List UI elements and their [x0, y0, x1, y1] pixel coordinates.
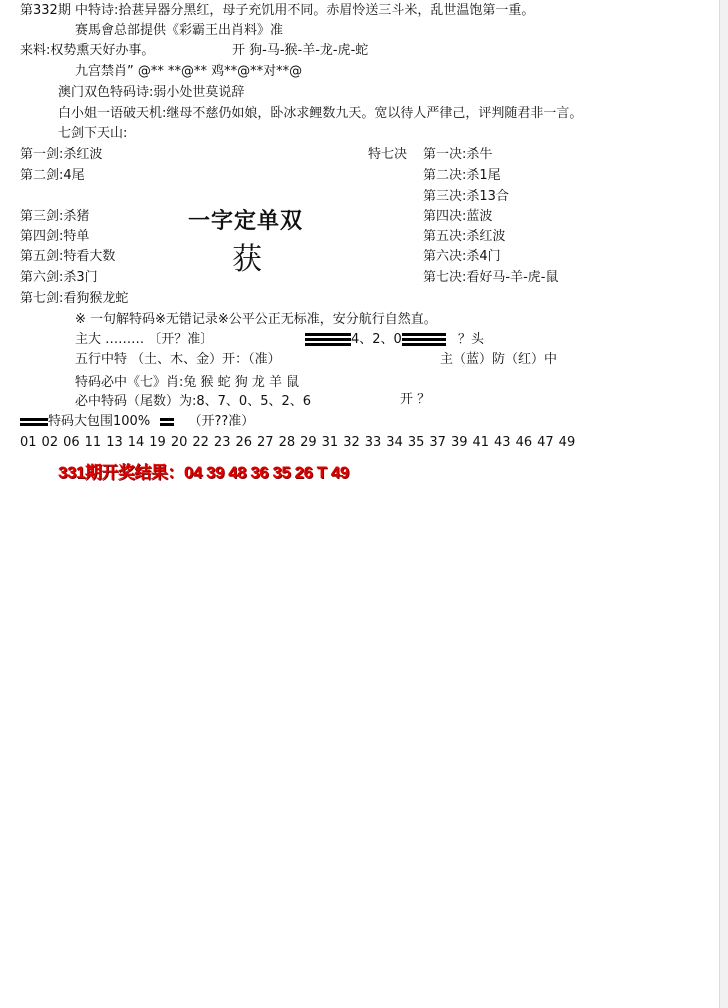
sword-item: [20, 269, 98, 287]
source-label: 来料:: [20, 43, 51, 58]
tianji-line: [58, 105, 582, 123]
list-item: 13: [106, 435, 123, 450]
source-text: 权势熏天好办事。: [50, 43, 155, 58]
list-item: 33: [364, 435, 382, 450]
jue-item: [423, 208, 492, 226]
draw-result: 331期开奖结果：04 39 48 36 35 26 T 49: [58, 463, 349, 482]
jue-label: 第七决:: [423, 270, 467, 285]
sword-text: 4尾: [63, 168, 85, 183]
list-item: 46: [515, 435, 533, 450]
list-item: 34: [386, 435, 403, 450]
list-item: 01: [20, 435, 37, 450]
page-right-border: [719, 0, 728, 1008]
list-item: 11: [84, 435, 102, 450]
baowei-line: [20, 413, 254, 431]
zhuda-head: ？头: [457, 332, 484, 347]
riddle-line: ※ 一句解特码※无错记录※公平公正无标准，安分航行自然直。: [75, 312, 437, 327]
jue-text: 杀红波: [466, 229, 506, 244]
sword-item: [20, 290, 128, 308]
jue-item: [423, 228, 505, 246]
triple-bar-icon: [402, 331, 446, 348]
zhuda-right: [305, 331, 484, 349]
sword-label: 第五剑:: [20, 249, 64, 264]
weishu-line: 必中特码（尾数）为:8、7、0、5、2、6: [75, 394, 312, 409]
jue-label: 第二决:: [423, 168, 467, 183]
poem-line: [20, 2, 534, 20]
macau-poem-text: 弱小处世莫说辞: [153, 85, 245, 100]
list-item: 47: [537, 435, 554, 450]
sword-text: 特看大数: [63, 249, 116, 264]
list-item: 14: [127, 435, 145, 450]
zhuda-digits: 4、2、0: [351, 332, 402, 347]
single-double-title: 一字定单双: [188, 208, 304, 234]
jue-item: [423, 248, 501, 266]
bizhong-line: [75, 374, 299, 392]
jue-label: 第一决:: [423, 147, 467, 162]
list-item: 49: [558, 435, 576, 450]
sword-item: [20, 228, 89, 246]
jue-label: 第三决:: [423, 189, 467, 204]
jue-text: 杀4门: [466, 249, 501, 264]
wuxing-line: 五行中特 （土、木、金）开：（准）: [75, 352, 281, 367]
sword-item: [20, 248, 115, 266]
sword-item: [20, 167, 85, 185]
list-item: 23: [213, 435, 231, 450]
list-item: 37: [429, 435, 446, 450]
number-list: [20, 434, 580, 452]
list-item: 28: [278, 435, 296, 450]
te-qi-jue-label: 特七决: [368, 147, 408, 162]
sword-label: 第四剑:: [20, 229, 64, 244]
jue-item: [423, 167, 501, 185]
poem-label: 第332期 中特诗:: [20, 3, 119, 18]
list-item: 35: [407, 435, 425, 450]
forbidden-zodiac-line: 九宫禁肖” @** **@** 鸡**@**对**@: [75, 64, 303, 79]
baowei-right: （开??准）: [188, 414, 255, 429]
jue-label: 第六决:: [423, 249, 467, 264]
sword-label: 第六剑:: [20, 270, 64, 285]
sword-text: 看狗猴龙蛇: [63, 291, 129, 306]
jue-text: 杀牛: [466, 147, 493, 162]
list-item: 43: [494, 435, 511, 450]
open-zodiacs: 开 狗-马-猴-羊-龙-虎-蛇: [232, 43, 369, 58]
sword-text: 特单: [63, 229, 90, 244]
list-item: 22: [192, 435, 209, 450]
list-item: 20: [170, 435, 188, 450]
macau-poem-label: 澳门双色特码诗:: [58, 85, 154, 100]
sword-text: 杀3门: [63, 270, 98, 285]
jue-label: 第四决:: [423, 209, 467, 224]
list-item: 31: [321, 435, 339, 450]
weishu-right: 开 ？: [400, 392, 431, 407]
seven-swords-heading: 七剑下天山:: [58, 126, 128, 141]
sword-label: 第三剑:: [20, 209, 64, 224]
jue-text: 看好马-羊-虎-鼠: [466, 270, 559, 285]
macau-poem-line: [58, 84, 244, 102]
sword-item: [20, 146, 102, 164]
list-item: 29: [300, 435, 317, 450]
sword-label: 第七剑:: [20, 291, 64, 306]
list-item: 26: [235, 435, 253, 450]
list-item: 32: [343, 435, 360, 450]
bizhong-zodiacs: 兔 猴 蛇 狗 龙 羊 鼠: [183, 375, 300, 390]
sword-item: [20, 208, 89, 226]
double-bar-icon: [160, 416, 174, 428]
list-item: 19: [149, 435, 166, 450]
list-item: 06: [63, 435, 80, 450]
sword-label: 第一剑:: [20, 147, 64, 162]
jue-item: [423, 146, 492, 164]
jue-text: 杀13合: [466, 189, 509, 204]
baowei-label: 特码大包围100%: [48, 414, 151, 429]
list-item: 39: [450, 435, 468, 450]
triple-bar-icon: [305, 331, 351, 348]
jue-text: 杀1尾: [466, 168, 501, 183]
source-line: [20, 42, 154, 60]
zhuda-line: 主大 ……… 〔开？准〕: [75, 332, 214, 347]
double-bar-icon: [20, 416, 48, 428]
provider-line: 赛馬會总部提供《彩霸王出肖料》准: [75, 23, 284, 38]
jue-item: [423, 188, 509, 206]
jue-text: 蓝波: [466, 209, 493, 224]
tianji-text: 继母不慈仍如娘，卧冰求鲤数九天。宽以待人严律己，评判随君非一言。: [166, 106, 583, 121]
sword-label: 第二剑:: [20, 168, 64, 183]
list-item: 27: [257, 435, 274, 450]
jue-item: [423, 269, 558, 287]
poem-text: 拾葚异器分黑红，母子充饥用不同。赤眉怜送三斗米，乱世温饱第一重。: [118, 3, 535, 18]
wuxing-right: 主（蓝）防（红）中: [440, 352, 558, 367]
single-double-char: 获: [232, 242, 262, 277]
jue-label: 第五决:: [423, 229, 467, 244]
list-item: 41: [472, 435, 490, 450]
bizhong-label: 特码必中《七》肖:: [75, 375, 184, 390]
sword-text: 杀红波: [63, 147, 103, 162]
tianji-label: 白小姐一语破天机:: [58, 106, 167, 121]
list-item: 02: [41, 435, 59, 450]
sword-text: 杀猪: [63, 209, 90, 224]
